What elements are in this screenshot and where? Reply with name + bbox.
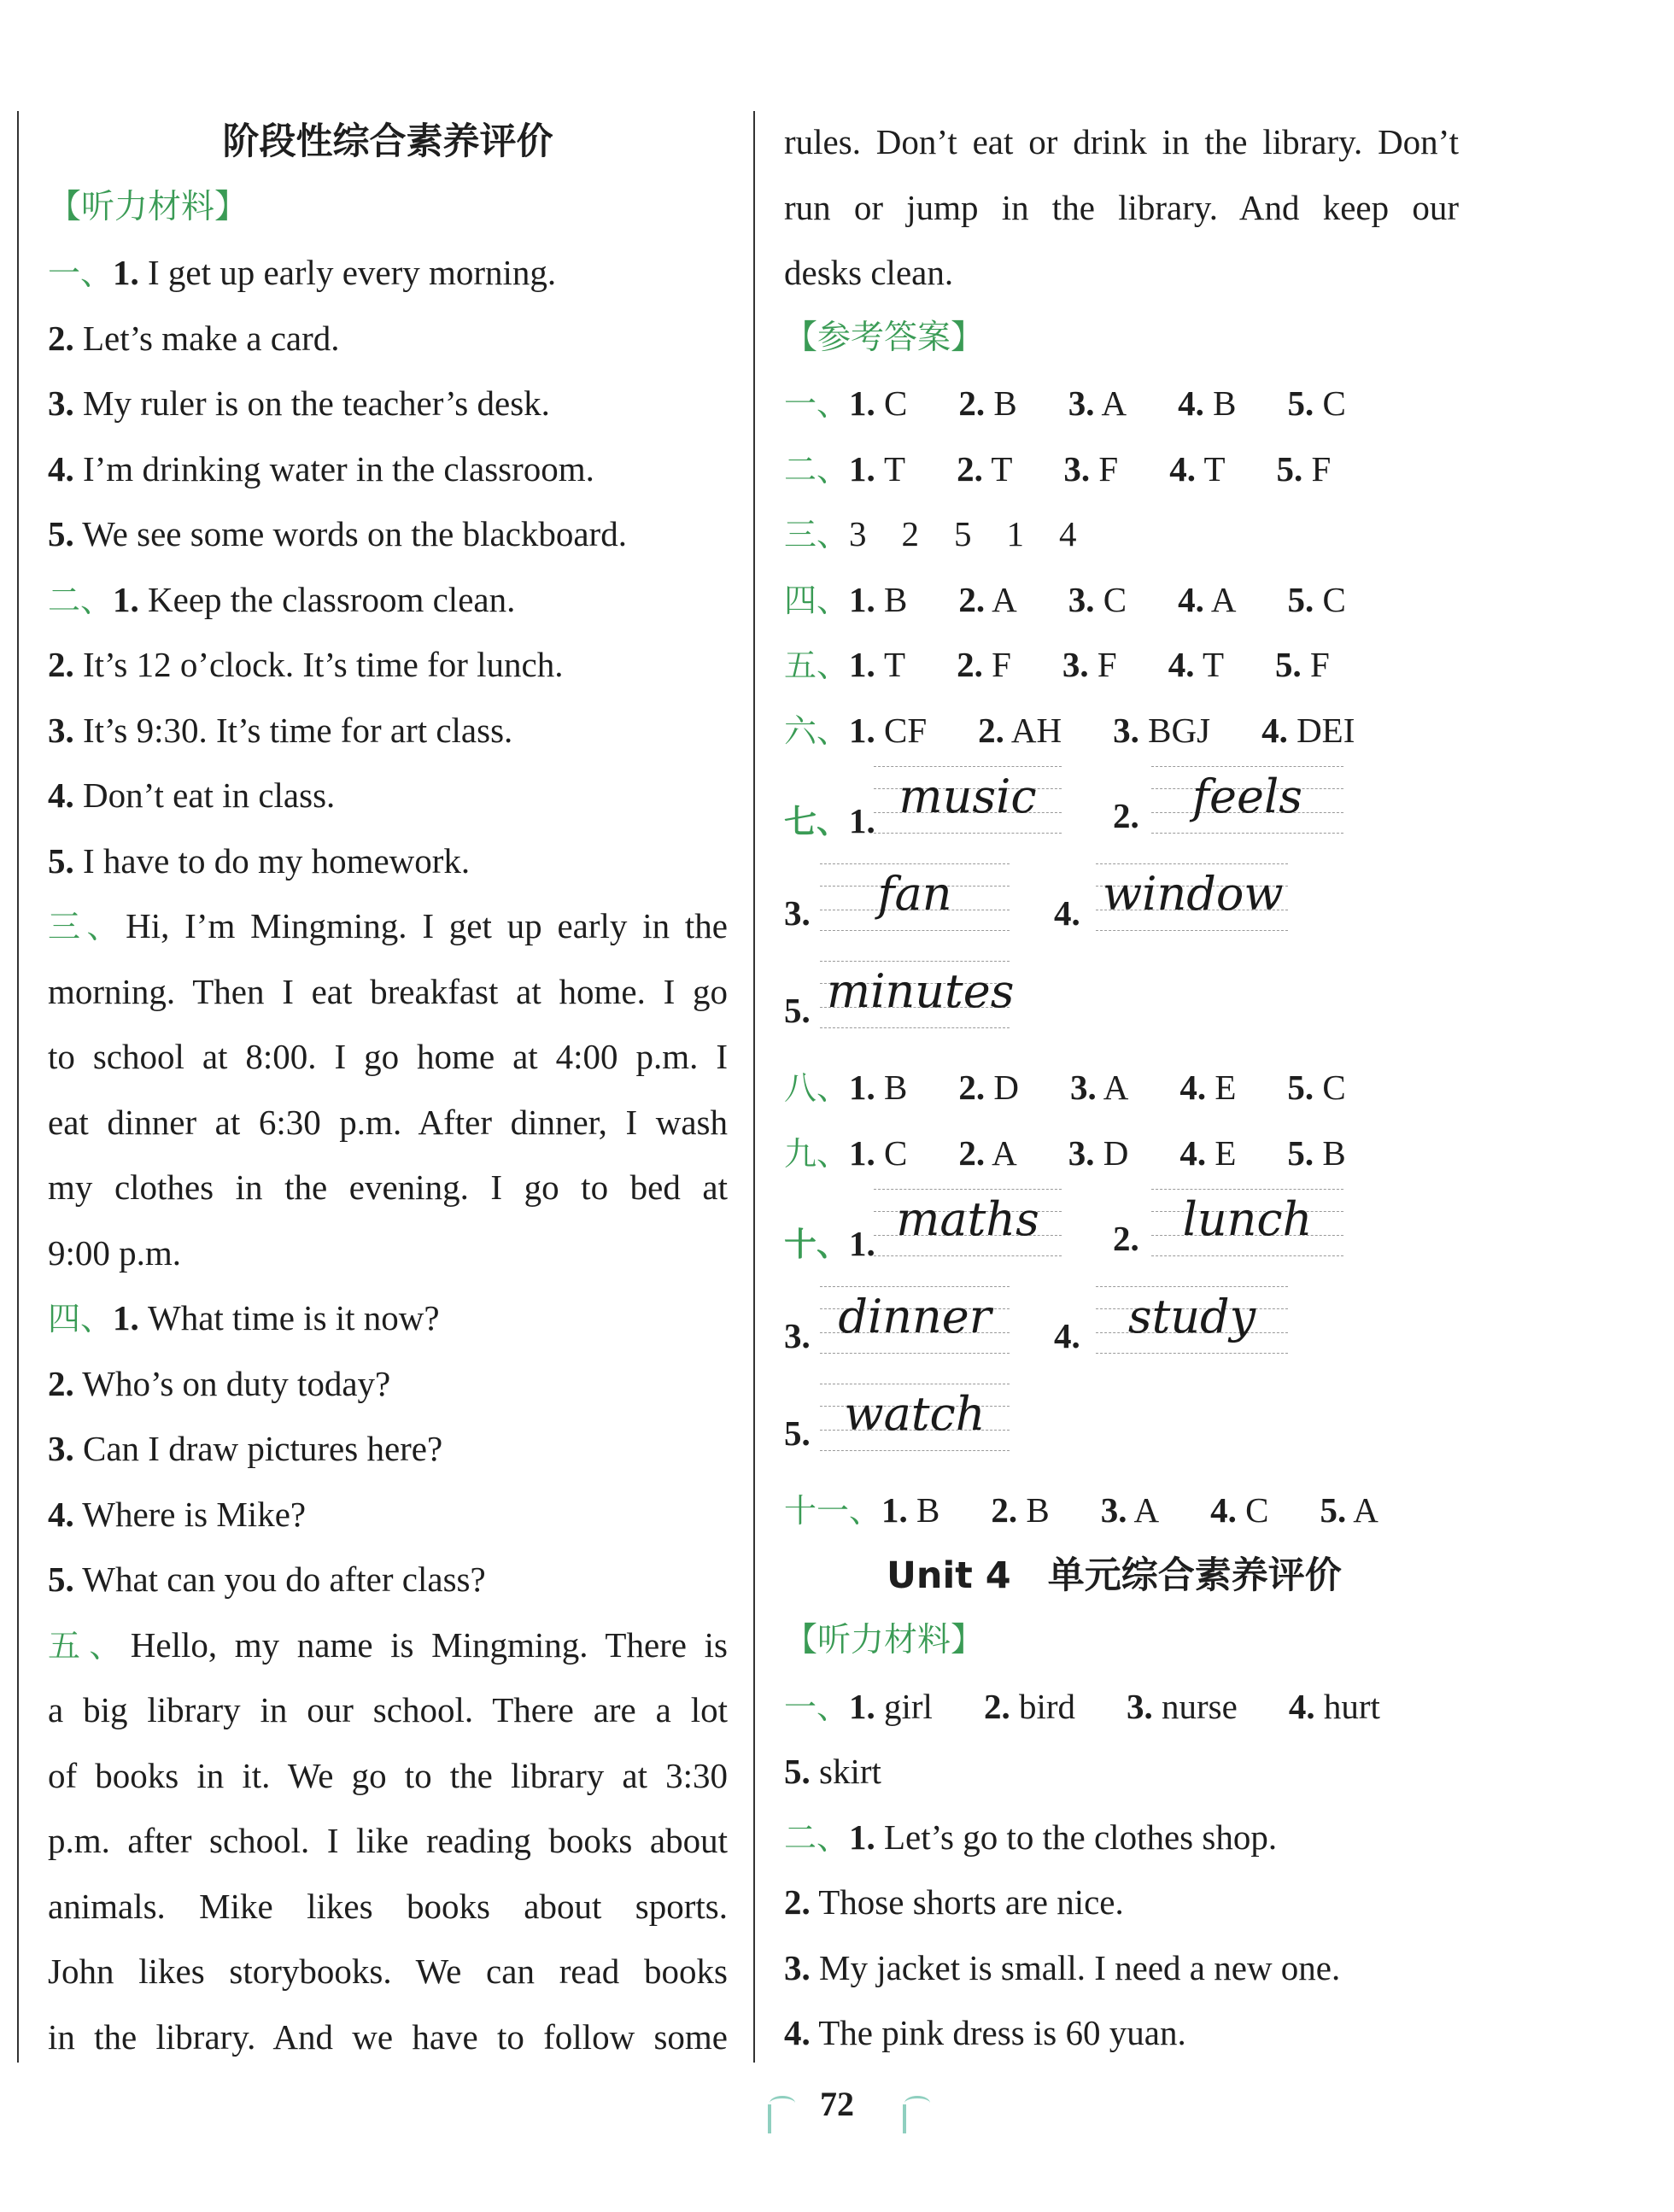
list-item: 3. Can I draw pictures here? xyxy=(48,1429,443,1468)
writing-lines xyxy=(1151,1185,1343,1257)
list-item: 3. My ruler is on the teacher’s desk. xyxy=(48,383,550,423)
paragraph-line: in the library. And we have to follow some xyxy=(48,2016,728,2057)
list-item: 4. Don’t eat in class. xyxy=(48,775,336,815)
list-item: 5. We see some words on the blackboard. xyxy=(48,514,627,553)
answer-row: 一、1. C 2. B 3. A 4. B 5. C xyxy=(784,383,1346,423)
handwriting-row: 十、1. maths 2. lunch xyxy=(784,1185,1536,1283)
paragraph-line: rules. Don’t eat or drink in the library. Don’t xyxy=(784,122,1459,161)
left-margin-rule xyxy=(17,111,19,2063)
list-item: 3. My jacket is small. I need a new one. xyxy=(784,1947,1341,1987)
listening-header: 【听力材料】 xyxy=(784,1621,985,1659)
handwriting-row: 七、1. music 2. feels xyxy=(784,763,1536,860)
list-item: 四、1. What time is it now? xyxy=(48,1298,440,1337)
answer-row: 五、1. T 2. F 3. F 4. T 5. F xyxy=(784,645,1330,684)
handwritten-answer: lunch xyxy=(1182,1192,1313,1246)
writing-lines xyxy=(820,860,1010,932)
paragraph-line: eat dinner at 6:30 p.m. After dinner, I wash xyxy=(48,1102,728,1142)
answer-row: 二、1. T 2. T 3. F 4. T 5. F xyxy=(784,448,1332,489)
handwritten-answer: study xyxy=(1127,1290,1256,1343)
list-item: 4. The pink dress is 60 yuan. xyxy=(784,2013,1186,2052)
paragraph-line: 三、Hi, I’m Mingming. I get up early in the xyxy=(48,906,728,945)
list-item: 5. I have to do my homework. xyxy=(48,840,471,881)
handwriting-row: 5. minutes xyxy=(784,957,1536,1055)
handwritten-answer: window xyxy=(1103,867,1284,921)
list-item: 5. What can you do after class? xyxy=(48,1560,486,1599)
handwriting-row: 5. watch xyxy=(784,1380,1536,1478)
right-column xyxy=(784,109,1536,2066)
paragraph-line: 五、Hello, my name is Mingming. There is xyxy=(48,1624,728,1665)
handwriting-row: 3. dinner 4. study xyxy=(784,1283,1536,1380)
handwriting-row: 3. fan 4. window xyxy=(784,860,1536,957)
paragraph-line: p.m. after school. I like reading books about xyxy=(48,1821,728,1860)
answer-row: 三、3 2 5 1 4 xyxy=(784,514,1077,553)
paragraph-line: 9:00 p.m. xyxy=(48,1232,182,1273)
list-item: 二、1. Let’s go to the clothes shop. xyxy=(784,1817,1278,1857)
paragraph-line: John likes storybooks. We can read books xyxy=(48,1952,728,1991)
section-title: 阶段性综合素养评价 xyxy=(222,120,553,163)
paragraph-line: desks clean. xyxy=(784,253,954,292)
page-footer xyxy=(0,2084,1674,2133)
list-item: 4. Where is Mike? xyxy=(48,1494,307,1534)
writing-lines xyxy=(874,1185,1062,1257)
list-item: 一、1. I get up early every morning. xyxy=(48,253,557,292)
paragraph-line: animals. Mike likes books about sports. xyxy=(48,1886,728,1926)
paragraph-line: morning. Then I eat breakfast at home. I go xyxy=(48,971,728,1011)
writing-lines xyxy=(1096,860,1288,932)
writing-lines xyxy=(1096,1283,1288,1355)
column-divider xyxy=(753,111,755,2063)
list-item: 5. skirt xyxy=(784,1752,881,1791)
palm-tree-icon xyxy=(757,2091,782,2133)
list-item: 二、1. Keep the classroom clean. xyxy=(48,579,516,619)
handwritten-answer: feels xyxy=(1192,770,1302,823)
writing-lines xyxy=(820,1380,1010,1452)
answer-row: 六、1. CF 2. AH 3. BGJ 4. DEI xyxy=(784,710,1355,750)
writing-lines xyxy=(820,957,1015,1029)
answer-row: 一、1. girl 2. bird 3. nurse 4. hurt xyxy=(784,1686,1380,1726)
list-item: 2. Who’s on duty today? xyxy=(48,1363,391,1403)
unit-title: Unit 4 单元综合素养评价 xyxy=(887,1554,1342,1597)
answer-header: 【参考答案】 xyxy=(784,318,985,357)
writing-lines xyxy=(1151,763,1343,834)
list-item: 4. I’m drinking water in the classroom. xyxy=(48,448,594,489)
answer-row: 十一、1. B 2. B 3. A 4. C 5. A xyxy=(784,1490,1378,1530)
list-item: 2. Let’s make a card. xyxy=(48,318,340,358)
answer-row: 九、1. C 2. A 3. D 4. E 5. B xyxy=(784,1132,1346,1173)
paragraph-line: of books in it. We go to the library at 3:30 xyxy=(48,1755,728,1795)
list-item: 2. It’s 12 o’clock. It’s time for lunch. xyxy=(48,645,564,684)
handwritten-answer: music xyxy=(898,770,1037,823)
handwritten-answer: maths xyxy=(896,1192,1039,1246)
paragraph-line: run or jump in the library. And keep our xyxy=(784,187,1459,227)
list-item: 3. It’s 9:30. It’s time for art class. xyxy=(48,710,513,750)
listening-header: 【听力材料】 xyxy=(48,187,249,226)
writing-lines xyxy=(874,763,1062,834)
answer-row: 四、1. B 2. A 3. C 4. A 5. C xyxy=(784,579,1346,619)
page-number: 72 xyxy=(820,2085,854,2123)
paragraph-line: a big library in our school. There are a lot xyxy=(48,1690,728,1729)
paragraph-line: my clothes in the evening. I go to bed at xyxy=(48,1167,728,1207)
paragraph-line: to school at 8:00. I go home at 4:00 p.m. I xyxy=(48,1037,728,1076)
list-item: 2. Those shorts are nice. xyxy=(784,1882,1124,1922)
handwritten-answer: dinner xyxy=(838,1290,992,1343)
handwritten-answer: watch xyxy=(844,1387,986,1441)
left-column xyxy=(48,109,728,2069)
handwritten-answer: fan xyxy=(877,867,952,921)
handwritten-answer: minutes xyxy=(827,964,1015,1018)
writing-lines xyxy=(820,1283,1010,1355)
palm-tree-icon xyxy=(892,2091,917,2133)
answer-row: 八、1. B 2. D 3. A 4. E 5. C xyxy=(784,1068,1346,1107)
